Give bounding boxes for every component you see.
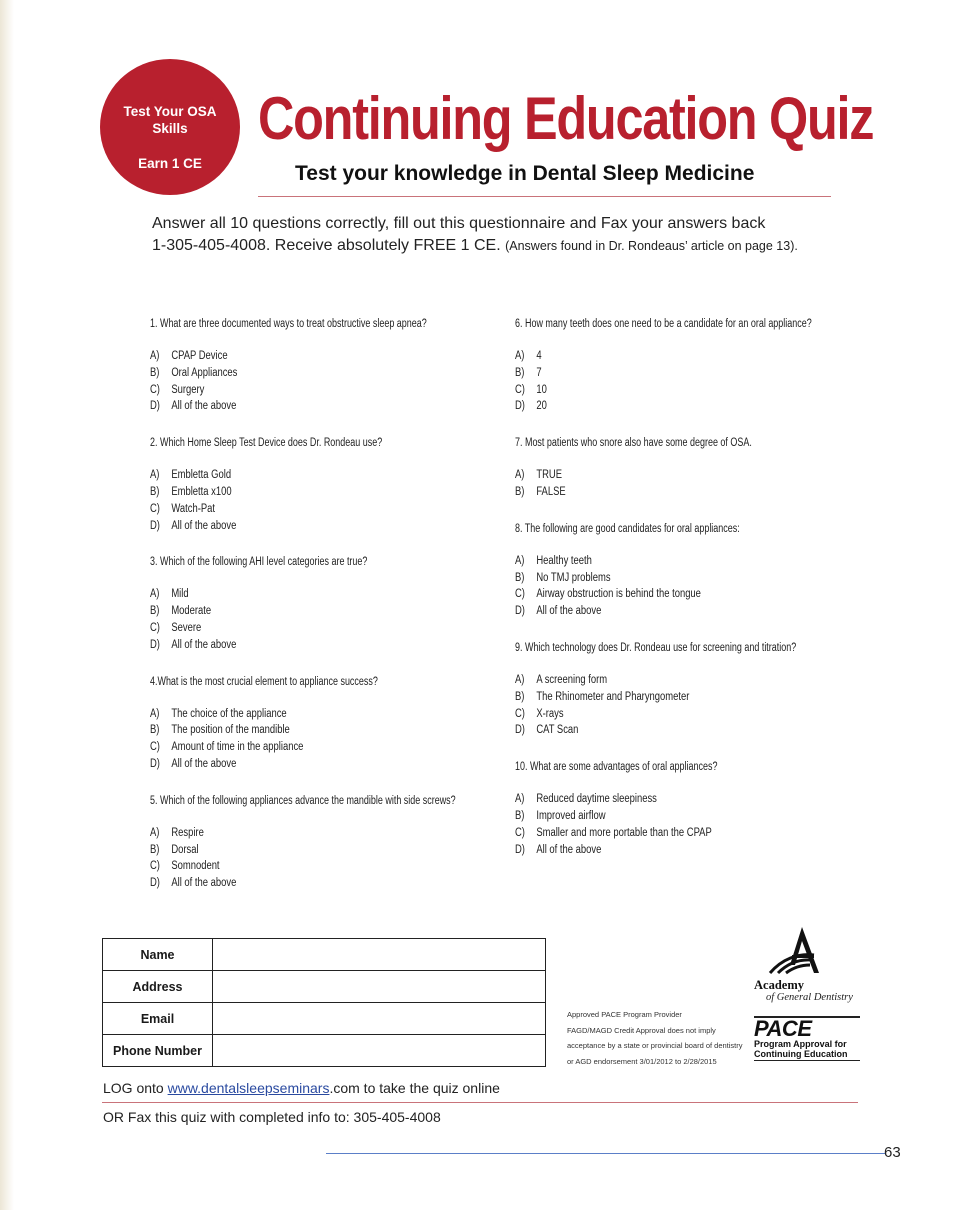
question-block [150,554,510,653]
question-block [515,435,875,501]
question-text: 3. Which of the following AHI level categories are true? [150,556,368,569]
option-text: All of the above [536,843,602,856]
question-block [150,793,510,892]
option-text: Embletta Gold [171,469,232,482]
pace-program-line2: Continuing Education [754,1049,848,1059]
agd-logo-icon [768,925,830,975]
address-label: Address [103,971,213,1003]
answer-option [150,756,445,773]
answer-option [150,637,445,654]
name-label: Name [103,939,213,971]
question-block [515,316,875,415]
option-text: Embletta x100 [171,485,232,498]
option-letter: A) [515,793,525,806]
option-letter: C) [150,502,160,515]
option-letter: C) [515,707,525,720]
osa-badge [100,59,240,195]
option-text: 10 [536,383,547,396]
seminars-link[interactable]: www.dentalsleepseminars [167,1080,330,1096]
question-block [150,316,510,415]
answer-option [515,382,810,399]
question-text: 2. Which Home Sleep Test Device does Dr. Rondeau use? [150,437,383,450]
badge-line1: Test Your OSA [123,104,217,119]
option-text: All of the above [171,400,237,413]
option-letter: A) [515,469,525,482]
answer-option [515,722,810,739]
page-footer-rule [326,1153,886,1154]
option-letter: B) [515,809,525,822]
answer-option [515,603,810,620]
option-text: Amount of time in the appliance [171,741,304,754]
answer-option [150,739,445,756]
option-letter: C) [515,383,525,396]
name-field[interactable] [213,939,546,971]
option-letter: D) [515,724,525,737]
answer-option [515,484,810,501]
answer-option [150,365,445,382]
page-subtitle: Test your knowledge in Dental Sleep Medicine [295,162,755,185]
option-text: All of the above [171,638,237,651]
option-letter: B) [150,366,160,379]
intro-note: (Answers found in Dr. Rondeaus’ article on page 13). [505,239,798,253]
question-block [150,435,510,534]
approval-line1: Approved PACE Program Provider [567,1010,682,1019]
pace-wordmark: PACE [754,1016,812,1041]
answer-option [150,518,445,535]
option-text: Oral Appliances [171,366,238,379]
questions-right-column [515,316,875,878]
answer-option [515,467,810,484]
answer-option [515,365,810,382]
option-letter: D) [150,638,160,651]
answer-option [150,467,445,484]
option-text: Surgery [171,383,205,396]
option-letter: D) [515,843,525,856]
option-text: All of the above [171,519,237,532]
approval-text [567,1007,757,1069]
option-text: Healthy teeth [536,554,592,567]
option-text: The choice of the appliance [171,707,287,720]
answer-option [515,791,810,808]
option-letter: B) [150,843,160,856]
option-text: Smaller and more portable than the CPAP [536,826,712,839]
answer-option [515,706,810,723]
title-divider [258,196,831,197]
option-letter: A) [150,350,160,362]
question-text: 7. Most patients who snore also have some degree of OSA. [515,437,752,450]
option-text: TRUE [536,469,562,482]
option-letter: A) [150,469,160,482]
agd-general: of General Dentistry [766,992,853,1003]
option-letter: D) [150,757,160,770]
answer-option [515,570,810,587]
option-text: 4 [536,350,542,362]
option-text: Reduced daytime sleepiness [536,793,657,806]
address-field[interactable] [213,971,546,1003]
footer-divider [102,1102,858,1103]
option-letter: A) [515,350,525,362]
answer-option [150,825,445,842]
answer-option [150,484,445,501]
option-letter: B) [515,485,525,498]
option-text: 20 [536,400,547,413]
email-field[interactable] [213,1003,546,1035]
answer-option [150,382,445,399]
answer-option [515,689,810,706]
intro-line1: Answer all 10 questions correctly, fill out this questionnaire and Fax your answers back [152,215,766,232]
option-letter: A) [150,588,160,601]
question-block [515,759,875,858]
option-letter: C) [515,826,525,839]
question-text: 5. Which of the following appliances advance the mandible with side screws? [150,794,456,807]
question-text: 8. The following are good candidates for oral appliances: [515,522,740,535]
approval-line4: or AGD endorsement 3/01/2012 to 2/28/2015 [567,1056,717,1066]
question-text: 1. What are three documented ways to treat obstructive sleep apnea? [150,318,427,330]
option-letter: A) [515,673,525,686]
option-text: Dorsal [171,843,199,856]
option-text: CPAP Device [171,350,228,362]
option-text: Watch-Pat [171,502,215,515]
answer-option [515,398,810,415]
email-label: Email [103,1003,213,1035]
option-text: All of the above [171,757,237,770]
option-text: All of the above [536,605,602,618]
question-block [515,640,875,739]
pace-program-text [754,1039,848,1059]
phone-label: Phone Number [103,1035,213,1067]
answer-option [150,858,445,875]
page-edge-shade [0,0,14,1210]
option-letter: D) [515,605,525,618]
answer-option [150,706,445,723]
answer-option [150,722,445,739]
option-letter: B) [515,366,525,379]
question-text: 6. How many teeth does one need to be a candidate for an oral appliance? [515,318,812,330]
option-letter: C) [150,741,160,754]
answer-option [150,620,445,637]
option-text: FALSE [536,485,566,498]
log-prefix: LOG onto [103,1080,168,1096]
questions-left-column [150,316,510,912]
intro-line2: 1-305-405-4008. Receive absolutely FREE 1 CE. [152,237,501,254]
answer-option [150,348,445,365]
question-text: 10. What are some advantages of oral appliances? [515,761,718,774]
log-suffix: .com to take the quiz online [329,1080,500,1096]
page-title: Continuing Education Quiz [258,85,874,152]
option-letter: A) [150,826,160,839]
fax-line: OR Fax this quiz with completed info to: 305-405-4008 [103,1109,441,1125]
answer-option [150,875,445,892]
answer-option [515,842,810,859]
option-text: The Rhinometer and Pharyngometer [536,690,690,703]
answer-option [150,603,445,620]
answer-option [515,808,810,825]
answer-option [515,672,810,689]
option-letter: D) [150,400,160,413]
option-letter: B) [150,724,160,737]
approval-line2: FAGD/MAGD Credit Approval does not imply [567,1025,716,1035]
option-text: Improved airflow [536,809,606,822]
contact-form [102,938,546,1067]
option-letter: C) [150,621,160,634]
agd-bottom-rule [754,1060,860,1061]
page-number: 63 [884,1144,901,1161]
option-letter: B) [515,690,525,703]
phone-field[interactable] [213,1035,546,1067]
intro-text [152,213,852,257]
option-text: Respire [171,826,204,839]
option-text: 7 [536,366,542,379]
option-letter: D) [515,400,525,413]
answer-option [150,501,445,518]
online-quiz-line [103,1080,500,1096]
question-block [150,674,510,773]
option-letter: A) [150,707,160,720]
question-text: 4.What is the most crucial element to appliance success? [150,675,378,688]
option-letter: B) [150,485,160,498]
answer-option [150,842,445,859]
question-block [515,521,875,620]
answer-option [515,348,810,365]
option-letter: A) [515,554,525,567]
answer-option [515,825,810,842]
option-text: Severe [171,621,202,634]
option-text: CAT Scan [536,724,579,737]
option-text: The position of the mandible [171,724,290,737]
answer-option [150,398,445,415]
badge-line3: Earn 1 CE [138,156,202,171]
approval-line3: acceptance by a state or provincial board of dentistry [567,1041,743,1050]
option-text: All of the above [171,877,237,890]
option-text: X-rays [536,707,564,720]
option-letter: D) [150,877,160,890]
option-letter: C) [150,860,160,873]
option-text: No TMJ problems [536,571,611,584]
badge-line2: Skills [152,121,188,136]
agd-academy: Academy [754,978,804,992]
option-text: Airway obstruction is behind the tongue [536,588,701,601]
answer-option [515,586,810,603]
option-text: Moderate [171,605,212,618]
option-text: A screening form [536,673,608,686]
option-text: Mild [171,588,189,601]
option-text: Somnodent [171,860,220,873]
answer-option [150,586,445,603]
question-text: 9. Which technology does Dr. Rondeau use for screening and titration? [515,641,797,654]
option-letter: D) [150,519,160,532]
option-letter: B) [150,605,160,618]
pace-program-line1: Program Approval for [754,1039,847,1049]
option-letter: C) [150,383,160,396]
option-letter: C) [515,588,525,601]
option-letter: B) [515,571,525,584]
answer-option [515,553,810,570]
